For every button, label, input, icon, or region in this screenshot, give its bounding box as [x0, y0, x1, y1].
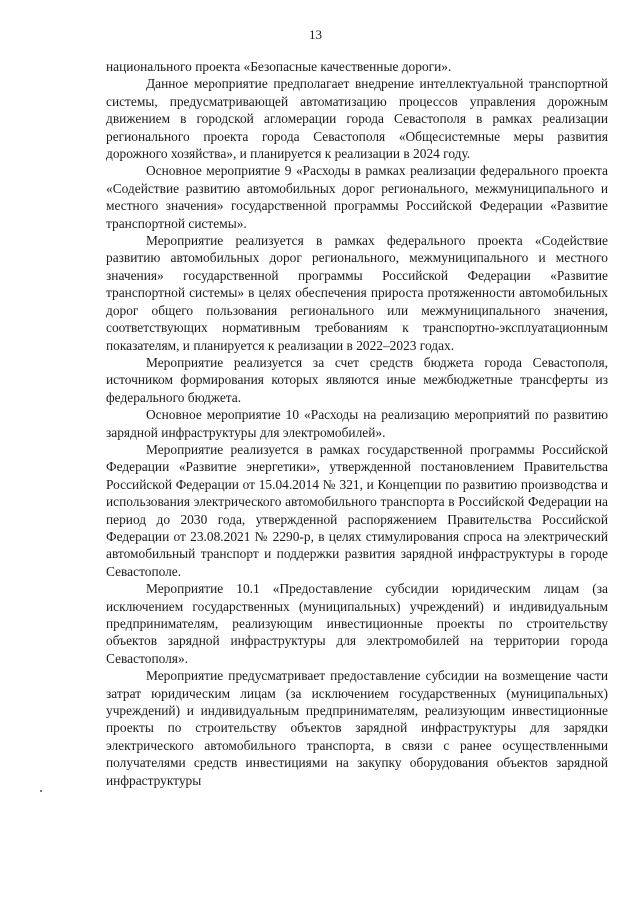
paragraph: Мероприятие реализуется за счет средств бюджета города Севастополя, источником формирования которых являются иные межбюджетные трансферты из федерального бюджета. — [106, 354, 608, 405]
document-body — [106, 58, 608, 789]
paragraph: Мероприятие предусматривает предоставление субсидии на возмещение части затрат юридическим лицам (за исключением государственных (муниципальных) учреждений) и индивидуальным предпринимателям, реализующим инвестиционные проекты по строительству объектов зарядной инфраструктуры для зарядки электрического автомобильного транспорта, в связи с ранее осуществленными получателями средств инвестициями на закупку оборудования объектов зарядной инфраструктуры — [106, 668, 608, 788]
paragraph: Данное мероприятие предполагает внедрение интеллектуальной транспортной системы, предусматривающей автоматизацию процессов управления дорожным движением в городской агломерации города Севастополя в рамках реализации регионального проекта города Севастополя «Общесистемные меры развития дорожного хозяйства», и планируется к реализации в 2024 году. — [106, 76, 608, 162]
paragraph-activity-10-1: Мероприятие 10.1 «Предоставление субсидии юридическим лицам (за исключением государственных (муниципальных) учреждений) и индивидуальным предпринимателям, реализующим инвестиционные проекты по строительству объектов зарядной инфраструктуры для электромобилей на территории города Севастополя». — [106, 581, 608, 666]
paragraph: Мероприятие реализуется в рамках федерального проекта «Содействие развитию автомобильных дорог регионального, межмуниципального и местного значения» государственной программы Российской Федерации «Развитие транспортной системы» в целях обеспечения прироста протяженности автомобильных дорог общего пользования регионального или межмуниципального значения, соответствующих нормативным требованиям к транспортно-эксплуатационным показателям, и планируется к реализации в 2022–2023 годах. — [106, 233, 608, 353]
scan-speck — [40, 790, 42, 792]
paragraph-main-activity-10: Основное мероприятие 10 «Расходы на реализацию мероприятий по развитию зарядной инфраструктуры для электромобилей». — [106, 407, 608, 440]
paragraph: Мероприятие реализуется в рамках государственной программы Российской Федерации «Развитие энергетики», утвержденной постановлением Правительства Российской Федерации от 15.04.2014 № 321, и Концепции по развитию производства и использования электрического автомобильного транспорта в Российской Федерации на период до 2030 года, утвержденной распоряжением Правительства Российской Федерации от 23.08.2021 № 2290-р, в целях стимулирования спроса на электрический автомобильный транспорт и поддержки развития зарядной инфраструктуры в городе Севастополе. — [106, 441, 608, 579]
paragraph-continuation: национального проекта «Безопасные качественные дороги». — [106, 59, 452, 74]
paragraph-main-activity-9: Основное мероприятие 9 «Расходы в рамках реализации федерального проекта «Содействие развитию автомобильных дорог регионального, межмуниципального и местного значения» государственной программы Российской Федерации «Развитие транспортной системы». — [106, 163, 608, 231]
page-number: 13 — [309, 27, 322, 42]
